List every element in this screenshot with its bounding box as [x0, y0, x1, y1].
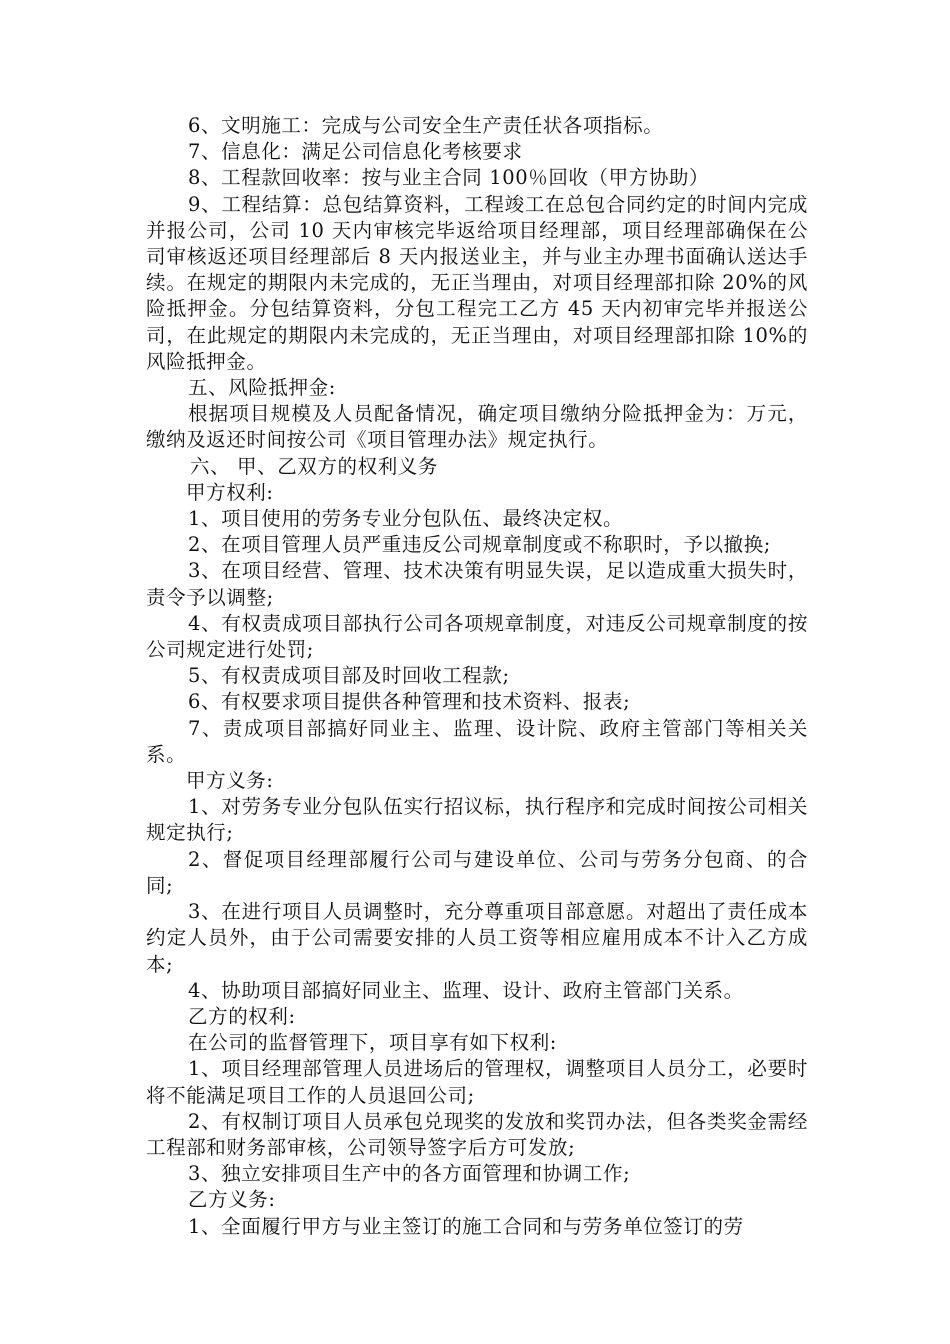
list-item: 2、有权制订项目人员承包兑现奖的发放和奖罚办法，但各类奖金需经工程部和财务部审核，公司领导签字后方可发放; [146, 1109, 808, 1159]
section-heading: 五、风险抵押金: [188, 376, 336, 400]
list-item: 7、责成项目部搞好同业主、监理、设计院、政府主管部门等相关关系。 [146, 716, 808, 766]
list-item: 1、对劳务专业分包队伍实行招议标，执行程序和完成时间按公司相关规定执行; [146, 795, 808, 845]
paragraph: 6、文明施工：完成与公司安全生产责任状各项指标。 [188, 114, 664, 137]
subsection-heading: 乙方的权利: [188, 1004, 296, 1028]
list-item: 1、项目使用的劳务专业分包队伍、最终决定权。 [188, 507, 624, 531]
document-page [146, 113, 808, 1240]
list-item: 3、在项目经营、管理、技术决策有明显失误，足以造成重大损失时，责令予以调整; [146, 559, 808, 609]
list-item: 4、协助项目部搞好同业主、监理、设计、政府主管部门关系。 [188, 978, 744, 1002]
paragraph: 在公司的监督管理下，项目享有如下权利: [188, 1031, 557, 1055]
list-item: 3、在进行项目人员调整时，充分尊重项目部意愿。对超出了责任成本约定人员外，由于公司需要安排的人员工资等相应雇用成本不计入乙方成本; [146, 900, 808, 976]
list-item: 1、项目经理部管理人员进场后的管理权，调整项目人员分工，必要时将不能满足项目工作的人员退回公司; [146, 1057, 808, 1107]
paragraph: 根据项目规模及人员配备情况，确定项目缴纳分险抵押金为：万元，缴纳及返还时间按公司《项目管理办法》规定执行。 [146, 402, 808, 452]
list-item: 1、全面履行甲方与业主签订的施工合同和与劳务单位签订的劳 [188, 1214, 744, 1238]
subsection-heading: 甲方权利: [186, 480, 274, 504]
list-item: 3、独立安排项目生产中的各方面管理和协调工作; [188, 1162, 631, 1186]
subsection-heading: 甲方义务: [186, 769, 274, 793]
paragraph: 9、工程结算：总包结算资料，工程竣工在总包合同约定的时间内完成并报公司，公司 10 天内审核完毕返给项目经理部，项目经理部确保在公司审核返还项目经理部后 8 天内报送业主，并与业主办理书面确认送达手续。在规定的期限内未完成的，无正当理由，对项目经理部扣除 20%的风险抵押金。分包结算资料，分包工程完工乙方 45 天内初审完毕并报送公司，在此规定的期限内未完成的，无正当理由，对项目经理部扣除 10%的风险抵押金。 [146, 192, 808, 373]
section-heading: 六、 甲、乙双方的权利义务 [190, 454, 438, 478]
list-item: 2、督促项目经理部履行公司与建设单位、公司与劳务分包商、的合同; [146, 847, 808, 897]
list-item: 4、有权责成项目部执行公司各项规章制度，对违反公司规章制度的按公司规定进行处罚; [146, 611, 808, 662]
subsection-heading: 乙方义务: [188, 1188, 276, 1212]
list-item: 5、有权责成项目部及时回收工程款; [188, 664, 510, 688]
list-item: 2、在项目管理人员严重违反公司规章制度或不称职时，予以撤换; [188, 533, 771, 557]
paragraph: 7、信息化：满足公司信息化考核要求 [188, 140, 523, 164]
paragraph: 8、工程款回收率：按与业主合同 100％回收（甲方协助） [188, 166, 710, 190]
list-item: 6、有权要求项目提供各种管理和技术资料、报表; [188, 690, 631, 714]
